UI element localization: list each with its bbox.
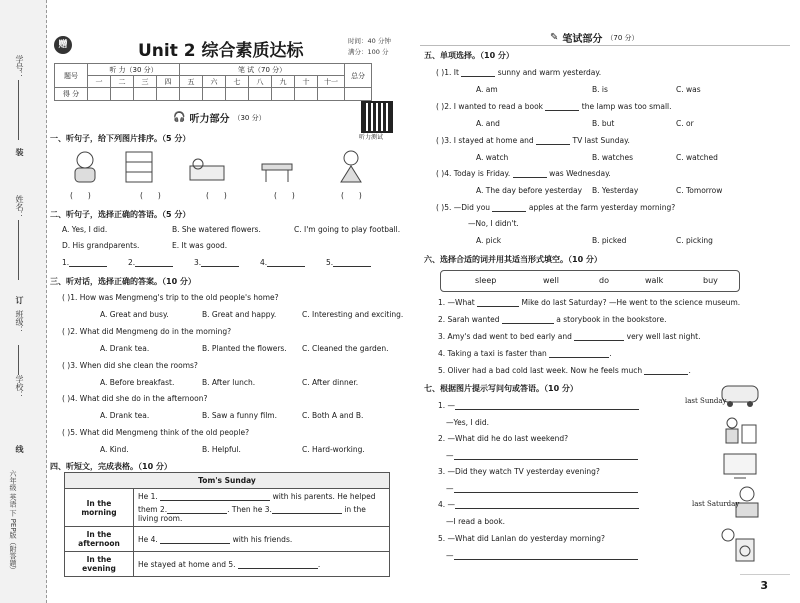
picture-tag: last Saturday [692, 500, 740, 508]
q-text: 3. Amy's dad went to bed early and [438, 332, 572, 341]
num-cell: 六 [203, 76, 226, 88]
q-text: 4. — [438, 500, 456, 509]
q-text: TV last Sunday. [572, 136, 630, 145]
fill-question [438, 315, 666, 324]
qa-line [446, 451, 638, 460]
listening-heading: 听力部分 [189, 114, 230, 125]
option-a: A. Drank tea. [100, 411, 150, 420]
cell-text: with his parents. He helped [272, 492, 376, 501]
full-score: 满分：100 分 [348, 48, 389, 56]
mc-question [436, 68, 601, 77]
fill-blank[interactable] [644, 374, 688, 375]
option-b: B. Yesterday [592, 186, 639, 195]
option-b: B. is [592, 85, 608, 94]
class-label: 班级： [15, 310, 24, 334]
q-text: 4. Taking a taxi is faster than [438, 349, 547, 358]
q-text: apples at the farm yesterday morning? [528, 203, 676, 212]
row-label: In the morning [65, 489, 134, 527]
score-cell[interactable] [203, 88, 226, 101]
option-b: B. Helpful. [202, 445, 241, 454]
score-cell[interactable] [134, 88, 157, 101]
fill-blank[interactable] [536, 144, 570, 145]
answer-slot[interactable] [194, 258, 239, 267]
fill-blank[interactable] [477, 306, 519, 307]
order-paren[interactable]: ( ) [274, 191, 295, 200]
pencil-icon: ✎ [550, 32, 559, 43]
qa-line [438, 500, 639, 509]
option-c: C. picking [676, 236, 713, 245]
answer-num: 4. [260, 258, 268, 267]
option-a: A. pick [476, 236, 502, 245]
q-text: ( )1. It [436, 68, 459, 77]
cell-text: in the living room. [138, 505, 366, 523]
qr-code-icon[interactable] [361, 101, 393, 133]
score-cell[interactable] [318, 88, 345, 101]
qa-line: 5. —What did Lanlan do yesterday morning? [438, 534, 606, 543]
cell-text: He 1. [138, 492, 158, 501]
picture-grandma-icon [66, 148, 104, 184]
num-cell: 八 [249, 76, 272, 88]
option-a: A. watch [476, 153, 509, 162]
option-c: C. Both A and B. [302, 411, 364, 420]
option-a: A. Great and busy. [100, 310, 169, 319]
left-page [48, 0, 404, 603]
q-text: — [446, 551, 454, 560]
time-limit: 时间：40 分钟 [348, 37, 391, 45]
score-cell[interactable] [111, 88, 134, 101]
table-cell [134, 552, 390, 577]
q-text: Mike do last Saturday? —He went to the science museum. [521, 298, 741, 307]
score-cell[interactable] [249, 88, 272, 101]
option-c: C. Cleaned the garden. [302, 344, 389, 353]
divider [740, 574, 790, 575]
q-text: ( )4. Today is Friday. [436, 169, 511, 178]
cell-text: . [317, 559, 321, 569]
option-a: A. Kind. [100, 445, 129, 454]
name-label: 姓名： [15, 195, 24, 219]
q-text: — [446, 484, 454, 493]
option: A. Yes, I did. [62, 225, 108, 234]
picture-tv-icon [720, 450, 760, 480]
fill-blank[interactable] [549, 357, 609, 358]
question: ( )2. What did Mengmeng do in the morning? [62, 327, 232, 336]
q-text: ( )5. —Did you [436, 203, 491, 212]
picture-girl-icon [331, 148, 369, 184]
section-6-title: 六、选择合适的词并用其适当形式填空。（10 分） [424, 255, 602, 264]
q-text: the lamp was too small. [581, 102, 672, 111]
cell-text: He stayed at home and 5. [138, 559, 236, 569]
section-7-title: 七、根据图片提示写问句或答语。（10 分） [424, 384, 578, 393]
book-brand: 六年级 英语 下 PEP版（附答题） [9, 470, 17, 574]
qa-line: —I read a book. [446, 517, 506, 526]
score-cell[interactable] [272, 88, 295, 101]
fill-blank[interactable] [461, 76, 495, 77]
table-title: Tom's Sunday [65, 473, 390, 489]
option: E. It was good. [172, 241, 228, 250]
num-cell: 二 [111, 76, 134, 88]
num-cell: 七 [226, 76, 249, 88]
word: do [599, 276, 609, 285]
student-id-label: 学号： [15, 55, 24, 79]
answer-slot[interactable] [62, 258, 107, 267]
question: ( )5. What did Mengmeng think of the old people? [62, 428, 250, 437]
score-cell[interactable] [88, 88, 111, 101]
qa-line [446, 484, 638, 493]
gift-badge: 赠 [54, 36, 72, 54]
q-text: 5. Oliver had a bad cold last week. Now he feels much [438, 366, 643, 375]
fill-blank[interactable] [238, 568, 318, 569]
fill-question [438, 366, 691, 375]
school-label: 学校： [15, 375, 24, 399]
cell-text: . Then he 3. [227, 505, 272, 514]
order-paren[interactable]: ( ) [140, 191, 161, 200]
option-b: B. Planted the flowers. [202, 344, 287, 353]
num-cell: 三 [134, 76, 157, 88]
qa-line: 2. —What did he do last weekend? [438, 434, 569, 443]
cell-text: He 4. [138, 534, 158, 544]
word: sleep [475, 276, 497, 285]
writing-heading: 笔试部分 [562, 34, 603, 45]
option-b: B. but [592, 119, 615, 128]
order-paren[interactable]: ( ) [206, 191, 227, 200]
option-c: C. Tomorrow [676, 186, 723, 195]
q-text: ( )2. I wanted to read a book [436, 102, 544, 111]
fill-blank[interactable] [454, 492, 638, 493]
option-b: B. After lunch. [202, 378, 256, 387]
gutter-line [18, 220, 19, 280]
answer-slot[interactable] [260, 258, 305, 267]
fill-blank[interactable] [454, 559, 638, 560]
q-text: ( )3. I stayed at home and [436, 136, 534, 145]
option-b: B. picked [592, 236, 627, 245]
score-cell[interactable] [226, 88, 249, 101]
option-a: A. Drank tea. [100, 344, 150, 353]
num-cell: 十一 [318, 76, 345, 88]
question: ( )3. When did she clean the rooms? [62, 361, 198, 370]
picture-dish-rack-icon [120, 148, 158, 184]
headphone-icon: 🎧 [173, 112, 186, 123]
option-a: A. Before breakfast. [100, 378, 175, 387]
fill-blank[interactable] [455, 409, 639, 410]
order-paren[interactable]: ( ) [70, 191, 91, 200]
num-cell: 九 [272, 76, 295, 88]
picture-desk-icon [258, 148, 296, 184]
q-text: sunny and warm yesterday. [497, 68, 602, 77]
picture-washing-icon [716, 525, 756, 565]
listening-points: （30 分） [233, 113, 266, 122]
option-c: C. Hard-working. [302, 445, 365, 454]
score-table [54, 63, 372, 101]
reply: —No, I didn't. [468, 219, 519, 228]
q-text: . [609, 349, 612, 358]
option-c: C. watched [676, 153, 718, 162]
fill-blank[interactable] [160, 500, 270, 501]
picture-tag: last Sunday [685, 397, 727, 405]
score-cell[interactable] [180, 88, 203, 101]
listening-section-bar [173, 110, 266, 125]
qa-line [438, 401, 639, 410]
option-b: B. watches [592, 153, 633, 162]
option-b: B. Saw a funny film. [202, 411, 277, 420]
writing-section-bar [550, 30, 639, 45]
fill-blank[interactable] [455, 508, 639, 509]
table-cell [134, 489, 390, 527]
option-c: C. Interesting and exciting. [302, 310, 404, 319]
gutter-tag: 线 [15, 445, 24, 453]
q-text: . [688, 366, 691, 375]
qa-line: —Yes, I did. [446, 418, 489, 427]
option-a: A. and [476, 119, 500, 128]
fill-blank[interactable] [454, 459, 638, 460]
toms-sunday-table [64, 472, 390, 577]
q-text: a storybook in the bookstore. [556, 315, 667, 324]
cell-label: 题号 [55, 64, 88, 88]
qa-line: 3. —Did they watch TV yesterday evening? [438, 467, 600, 476]
mc-question [436, 169, 611, 178]
listening-header: 听 力（30 分） [88, 64, 180, 76]
gutter-tag: 装 [15, 148, 24, 156]
divider [420, 45, 790, 46]
option-c: C. was [676, 85, 701, 94]
writing-header: 笔 试（70 分） [180, 64, 345, 76]
total-header: 总分 [345, 64, 372, 88]
gutter-tag: 订 [15, 296, 24, 304]
order-paren[interactable]: ( ) [341, 191, 362, 200]
num-cell: 十 [295, 76, 318, 88]
q-text: very well last night. [626, 332, 701, 341]
section-5-title: 五、单项选择。（10 分） [424, 51, 514, 60]
fill-blank[interactable] [272, 513, 342, 514]
writing-points: （70 分） [606, 33, 639, 42]
page-number: 3 [760, 579, 768, 592]
mc-question [436, 102, 672, 111]
num-cell: 四 [157, 76, 180, 88]
binding-gutter [0, 0, 47, 603]
option-c: C. After dinner. [302, 378, 359, 387]
score-cell[interactable] [295, 88, 318, 101]
answer-slot[interactable] [326, 258, 371, 267]
fill-blank[interactable] [492, 211, 526, 212]
word: buy [703, 276, 718, 285]
cell-text: them 2. [138, 505, 168, 514]
q-text: 2. Sarah wanted [438, 315, 500, 324]
score-cell[interactable] [157, 88, 180, 101]
score-row-label: 得 分 [55, 88, 88, 101]
fill-question [438, 298, 740, 307]
answer-num: 1. [62, 258, 70, 267]
section-2-title: 二、听句子，选择正确的答语。（5 分） [50, 210, 191, 219]
word: well [543, 276, 559, 285]
qr-caption: 听力测试 [359, 134, 384, 141]
gutter-line [18, 345, 19, 375]
answer-num: 3. [194, 258, 202, 267]
page-title: Unit 2 综合素质达标 [138, 41, 304, 61]
cell-text: with his friends. [232, 534, 293, 544]
option: D. His grandparents. [62, 241, 140, 250]
q-text: 1. —What [438, 298, 475, 307]
table-cell [134, 527, 390, 552]
answer-slot[interactable] [128, 258, 173, 267]
mc-question [436, 136, 630, 145]
question: ( )4. What did she do in the afternoon? [62, 394, 208, 403]
q-text: was Wednesday. [549, 169, 611, 178]
q-text: 1. — [438, 401, 456, 410]
option: B. She watered flowers. [172, 225, 261, 234]
num-cell: 一 [88, 76, 111, 88]
fill-blank[interactable] [574, 340, 624, 341]
fill-question [438, 332, 700, 341]
q-text: — [446, 451, 454, 460]
answer-num: 2. [128, 258, 136, 267]
picture-sleeping-icon [188, 148, 226, 184]
row-label: In the afternoon [65, 527, 134, 552]
option-b: B. Great and happy. [202, 310, 277, 319]
section-1-title: 一、听句子，给下列图片排序。（5 分） [50, 134, 191, 143]
section-4-title: 四、听短文，完成表格。（10 分） [50, 462, 172, 471]
mc-question [436, 203, 675, 212]
fill-blank[interactable] [160, 543, 230, 544]
gutter-line [18, 80, 19, 140]
question: ( )1. How was Mengmeng's trip to the old people's home? [62, 293, 279, 302]
row-label: In the evening [65, 552, 134, 577]
word: walk [645, 276, 664, 285]
fill-blank[interactable] [545, 110, 579, 111]
option-a: A. am [476, 85, 498, 94]
answer-num: 5. [326, 258, 334, 267]
num-cell: 五 [180, 76, 203, 88]
fill-blank[interactable] [513, 177, 547, 178]
option-c: C. or [676, 119, 694, 128]
option: C. I'm going to play football. [294, 225, 401, 234]
fill-question [438, 349, 612, 358]
word-bank [440, 270, 740, 292]
picture-cleaning-icon [720, 415, 760, 445]
section-3-title: 三、听对话，选择正确的答案。（10 分） [50, 277, 196, 286]
right-page [420, 0, 795, 603]
fill-blank[interactable] [502, 323, 554, 324]
option-a: A. The day before yesterday [476, 186, 583, 195]
score-cell[interactable] [345, 88, 372, 101]
qa-line [446, 551, 638, 560]
